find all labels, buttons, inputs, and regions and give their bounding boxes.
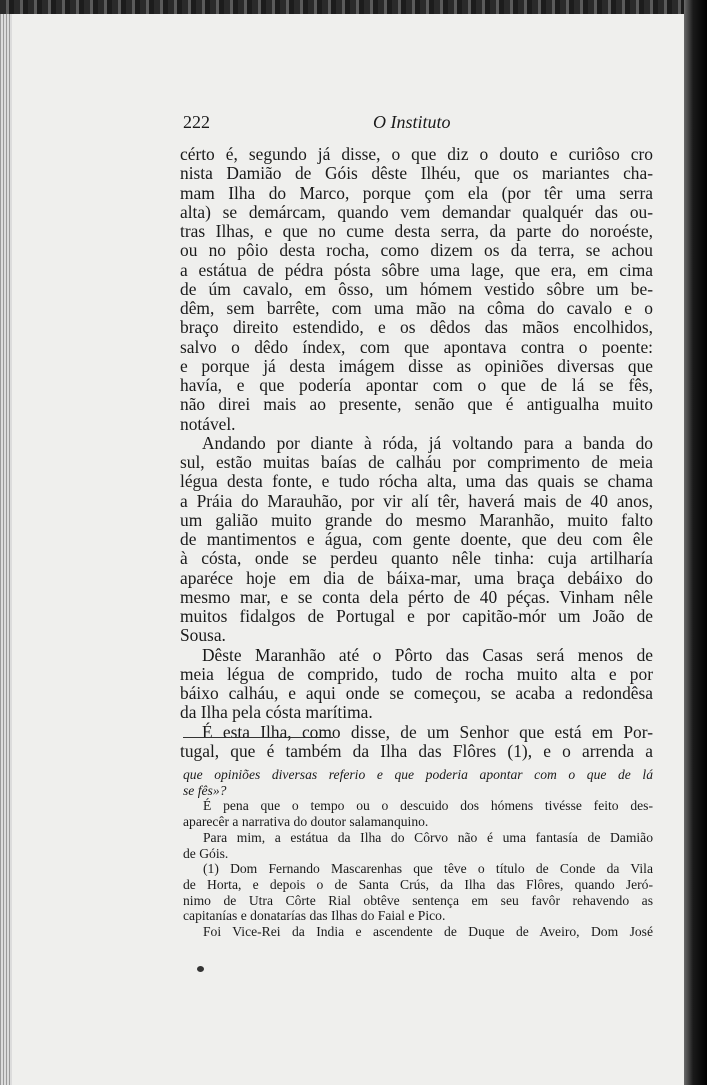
- text-line: de mantimentos e água, com gente doente, que deu com êle: [180, 529, 653, 549]
- text-line: sul, estão muitas baías de calháu por comprimento de meia: [180, 452, 653, 472]
- text-line: um galião muito grande do mesmo Maranhão, muito falto: [180, 509, 653, 530]
- footnote-separator: [183, 737, 333, 738]
- text-line: e porque já desta imágem disse as opiniões diversas que: [180, 355, 653, 376]
- text-line: Andando por diante à róda, já voltando para a banda do: [202, 432, 653, 453]
- page-number: 222: [183, 112, 210, 132]
- text-line: tugal, que é também da Ilha das Flôres (1), e o arrenda a: [180, 740, 653, 761]
- text-line: a Práia do Marauhão, por vir alí têr, haverá mais de 40 anos,: [180, 490, 653, 511]
- footnote-quote: [183, 767, 653, 798]
- text-line: Para mim, a estátua da Ilha do Côrvo não é uma fantasía de Damião: [203, 829, 653, 845]
- text-line: (1) Dom Fernando Mascarenhas que têve o título de Conde da Vila: [203, 861, 653, 877]
- ink-spot: [197, 966, 204, 972]
- text-line: não direi mais ao presente, senão que é antigualha muito: [180, 394, 653, 415]
- text-line: havía, e que podería apontar com o que de lá se fês,: [180, 375, 653, 395]
- footnotes: [183, 767, 653, 940]
- paragraph: [180, 646, 653, 723]
- paragraph: [180, 145, 653, 434]
- text-line: notável.: [180, 413, 236, 434]
- text-line: a estátua de pédra pósta sôbre uma lage, que era, em cima: [180, 259, 653, 280]
- text-line: légua desta fonte, e tudo rócha alta, uma das quais se chama: [180, 471, 653, 492]
- text-line: tras Ilhas, e que no cume desta serra, da parte do noroéste,: [180, 221, 653, 241]
- text-line: mam Ilha do Marco, porque çom ela (por têr uma serra: [180, 182, 653, 203]
- text-line: dêm, sem barrête, com uma mão na côma do cavalo e o: [180, 298, 653, 318]
- footnote-text: [183, 798, 653, 829]
- text-line: se fês»?: [183, 782, 227, 798]
- text-line: mesmo mar, e se conta dela pérto de 40 péças. Vinham nêle: [180, 586, 653, 607]
- text-line: braço direito estendido, e os dêdos das mãos encolhidos,: [180, 317, 653, 338]
- text-line: muitos fidalgos de Portugal e por capitão-mór um João de: [180, 606, 653, 626]
- text-line: de Góis.: [183, 845, 229, 861]
- text-line: É pena que o tempo ou o descuido dos hómens tivésse feito des-: [203, 798, 653, 814]
- footnote-1: [183, 861, 653, 924]
- running-title: O Instituto: [373, 112, 451, 132]
- text-line: nimo de Utra Côrte Rial obtêve sentença em seu favôr rehavendo as: [183, 892, 653, 908]
- text-line: de úm cavalo, em ôsso, um hómem vestido sôbre um be-: [180, 278, 653, 299]
- page-header: [183, 112, 653, 136]
- body-text: [180, 145, 653, 761]
- footnote-text: [183, 830, 653, 861]
- text-line: báixo calháu, e aqui onde se começou, se acaba a redondêsa: [180, 683, 653, 703]
- text-line: de Horta, e depois o de Santa Crús, da Ilha das Flôres, quando Jeró-: [183, 876, 653, 892]
- text-line: capitanías e donatarías das Ilhas do Faial e Pico.: [183, 908, 446, 924]
- text-line: Sousa.: [180, 625, 226, 646]
- text-line: alta) se demárcam, quando vem demandar qualquér das ou-: [180, 201, 653, 222]
- footnote-text: [183, 924, 653, 940]
- text-line: meia légua de comprido, tudo de rocha muito alta e por: [180, 663, 653, 684]
- text-line: cérto é, segundo já disse, o que diz o douto e curiôso cro: [180, 144, 653, 164]
- text-line: Foi Vice-Rei da India e ascendente de Duque de Aveiro, Dom José: [203, 924, 653, 940]
- text-line: nista Damião de Góis dêste Ilhéu, que os mariantes cha-: [180, 163, 653, 184]
- text-line: É esta Ilha, como disse, de um Senhor que está em Por-: [202, 721, 653, 742]
- text-line: Dêste Maranhão até o Pôrto das Casas será menos de: [202, 644, 653, 665]
- paragraph: [180, 434, 653, 646]
- page-stack-left-edge: [0, 14, 12, 1085]
- text-line: à cósta, onde se perdeu quanto nêle tinha: cuja artilharía: [180, 548, 653, 569]
- book-binding-shadow: [684, 0, 707, 1085]
- text-line: ou no pôio desta rocha, como dizem os da terra, se achou: [180, 240, 653, 261]
- paragraph: [180, 723, 653, 762]
- text-line: salvo o dêdo índex, com que apontava contra o poente:: [180, 336, 653, 357]
- text-line: da Ilha pela cósta marítima.: [180, 702, 373, 723]
- text-line: que opiniões diversas referio e que poderia apontar com o que de lá: [183, 767, 653, 782]
- text-line: aparecêr a narrativa do doutor salamanquino.: [183, 814, 429, 830]
- text-line: aparéce hoje em dia de báixa-mar, uma braça debáixo do: [180, 567, 653, 588]
